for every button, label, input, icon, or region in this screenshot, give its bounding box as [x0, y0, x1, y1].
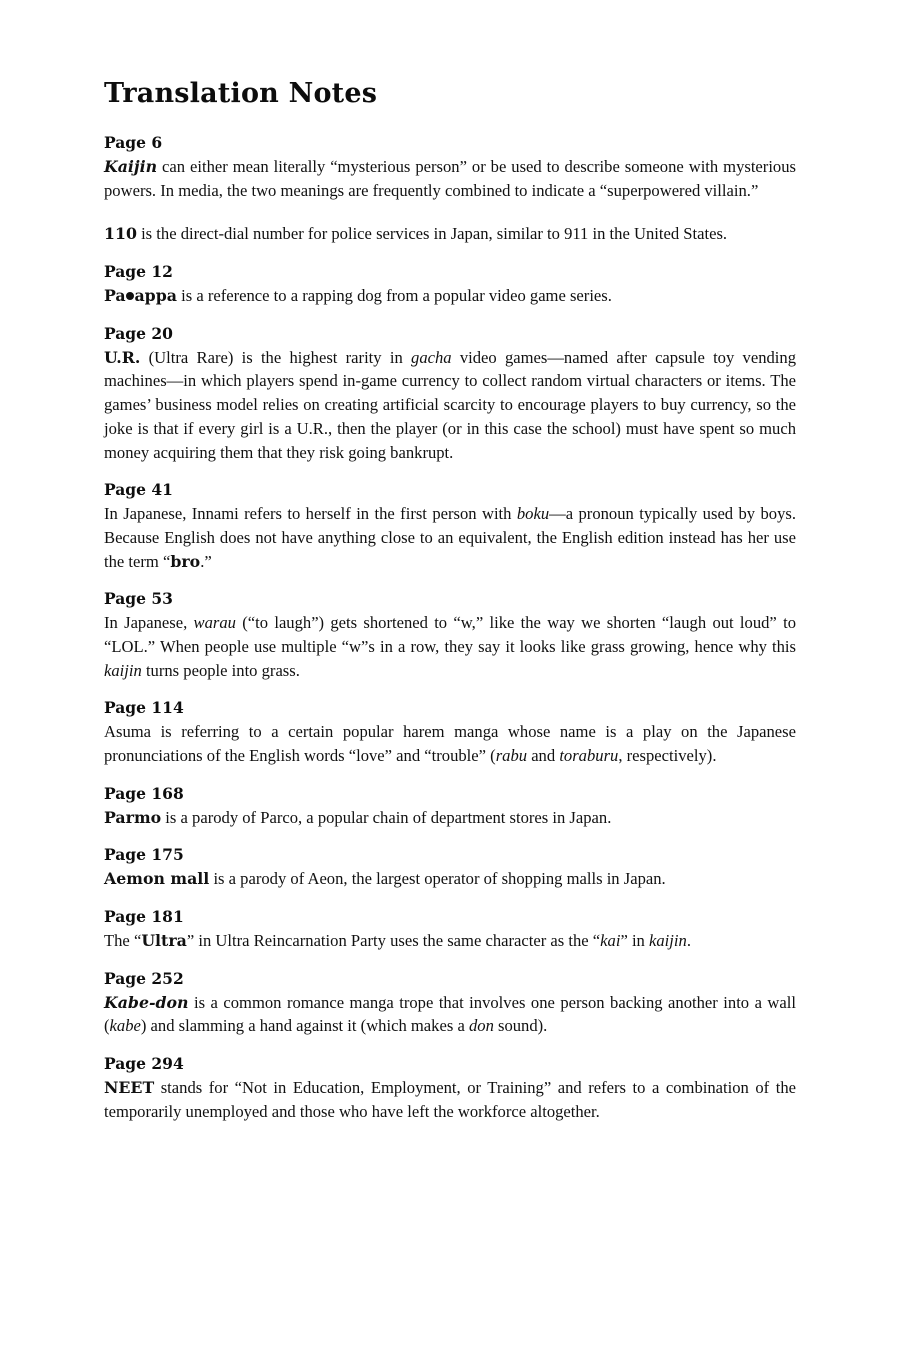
note-text: is a parody of Parco, a popular chain of department stores in Japan.: [161, 807, 612, 827]
note-entry: [104, 929, 796, 953]
page-reference-label: Page 175: [104, 845, 184, 865]
note-text: In Japanese, Innami refers to herself in the first person with: [104, 504, 517, 524]
note-text: The “: [104, 930, 142, 950]
note-italic-term: warau: [193, 613, 236, 633]
note-term: Kaijin: [104, 156, 158, 176]
note-term-prefix: Pa: [104, 286, 126, 305]
note-term: Kabe-don: [104, 992, 189, 1012]
note-section-page-12: [104, 262, 796, 308]
note-term: Aemon mall: [104, 869, 210, 889]
page-reference-label: Page 294: [104, 1054, 184, 1074]
note-italic-term: rabu: [495, 746, 528, 766]
note-section-page-53: [104, 589, 796, 682]
note-text: is the direct-dial number for police services in Japan, similar to 911 in the United States.: [136, 224, 728, 244]
note-section-page-41: [104, 480, 796, 573]
note-entry: [104, 1076, 796, 1123]
note-entry: [104, 867, 796, 891]
note-term: 110: [104, 224, 137, 244]
note-text: In Japanese,: [104, 613, 194, 633]
note-entry: [104, 284, 796, 308]
note-text: sound).: [493, 1016, 548, 1036]
note-term: Parmo: [104, 807, 162, 827]
note-italic-term: toraburu: [559, 746, 619, 766]
note-italic-term: boku: [516, 504, 550, 524]
note-italic-term: kabe: [109, 1016, 141, 1036]
page-reference-label: Page 53: [104, 589, 173, 609]
note-section-page-181: [104, 907, 796, 953]
note-italic-term: kaijin: [649, 930, 687, 950]
note-text: stands for “Not in Education, Employment, or Training” and refers to a combination of the temporarily unemployed and those who have left the workforce altogether.: [104, 1077, 796, 1121]
note-section-page-20: [104, 324, 796, 465]
page-reference-label: Page 114: [104, 698, 184, 718]
note-text: is a common romance manga trope that involves one person backing another into a wall (: [104, 992, 796, 1036]
note-entry: [104, 346, 796, 465]
page-reference-label: Page 168: [104, 783, 184, 803]
note-text: , respectively).: [618, 746, 717, 766]
note-entry: [104, 806, 796, 830]
note-entry: [104, 222, 796, 246]
note-text: and: [527, 746, 560, 766]
note-entry: [104, 155, 796, 202]
note-section-page-6: [104, 133, 796, 246]
note-term: [104, 286, 177, 305]
note-italic-term: don: [468, 1016, 494, 1036]
note-term-suffix: appa: [134, 286, 177, 305]
note-entry: [104, 991, 796, 1038]
note-italic-term: gacha: [411, 347, 452, 367]
note-text: (“to laugh”) gets shortened to “w,” like the way we shorten “laugh out loud” to “LOL.” When people use multiple “w”s in a row, they say it looks like grass growing, hence why this: [104, 613, 796, 656]
note-entry: [104, 611, 796, 682]
note-text: (Ultra Rare) is the highest rarity in: [140, 347, 412, 367]
note-italic-term: kaijin: [104, 660, 142, 680]
note-text: Asuma is referring to a certain popular harem manga whose name is a play on the Japanese pronunciations of the English words “love” and “trouble” (: [104, 722, 796, 766]
page-reference-label: Page 252: [104, 968, 184, 988]
note-section-page-294: [104, 1054, 796, 1123]
page-reference-label: Page 12: [104, 262, 173, 282]
note-entry: [104, 720, 796, 767]
note-bold-term: bro: [170, 551, 201, 571]
page-reference-label: Page 181: [104, 907, 184, 927]
page-reference-label: Page 6: [104, 133, 163, 152]
note-italic-term: kai: [600, 930, 621, 950]
note-text: video games—named after capsule toy vending machines—in which players spend in-game currency to collect random virtual characters or items. The games’ business model relies on creating artificial scarcity to encourage players to buy currency, so the joke is that if every girl is a U.R., then the player (or in this case the school) must have spent so much money acquiring them that they risk going bankrupt.: [104, 347, 796, 462]
note-text: .”: [200, 551, 212, 571]
note-term: NEET: [104, 1077, 155, 1097]
note-text: .: [686, 930, 691, 950]
filled-circle-icon: [126, 292, 134, 300]
note-bold-term: Ultra: [141, 930, 187, 950]
page-reference-label: Page 41: [104, 480, 173, 500]
note-section-page-168: [104, 784, 796, 830]
note-text: —a pronoun typically used by boys. Because English does not have anything close to an equivalent, the English edition instead has her use the term “: [104, 504, 797, 571]
page-title: Translation Notes: [104, 78, 378, 109]
note-text: is a reference to a rapping dog from a popular video game series.: [176, 286, 612, 305]
note-term: U.R.: [104, 347, 141, 367]
note-text: ) and slamming a hand against it (which makes a: [140, 1016, 469, 1036]
note-text: is a parody of Aeon, the largest operator of shopping malls in Japan.: [209, 869, 666, 889]
note-text: ” in Ultra Reincarnation Party uses the same character as the “: [186, 930, 601, 950]
note-section-page-175: [104, 845, 796, 891]
note-text: turns people into grass.: [141, 660, 300, 680]
note-text: ” in: [620, 930, 650, 950]
note-text: can either mean literally “mysterious person” or be used to describe someone with mysterious powers. In media, the two meanings are frequently combined to indicate a “superpowered villain.”: [104, 156, 796, 200]
note-section-page-252: [104, 969, 796, 1038]
note-section-page-114: [104, 698, 796, 767]
page-reference-label: Page 20: [104, 323, 173, 343]
note-entry: [104, 502, 796, 573]
